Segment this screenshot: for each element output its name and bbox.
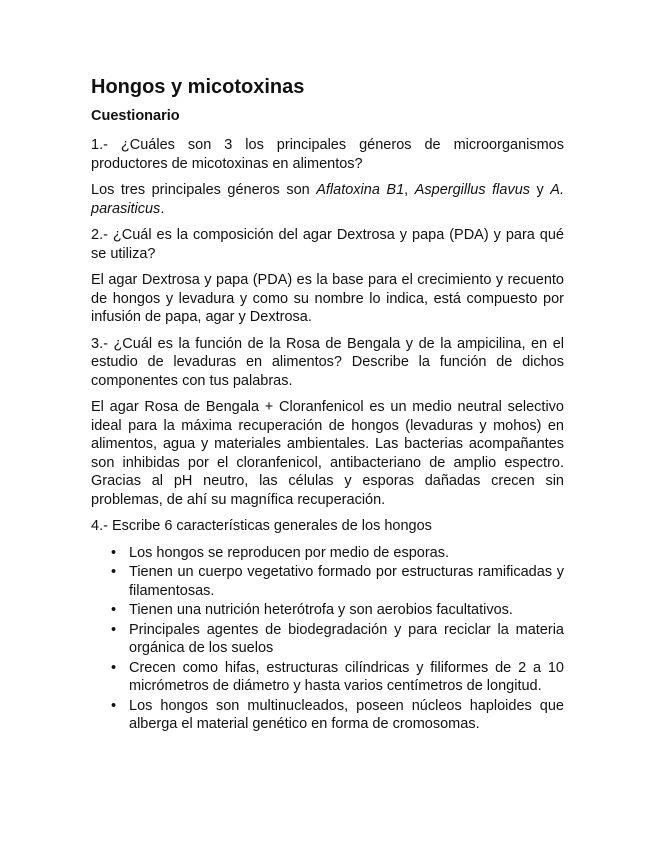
document-title: Hongos y micotoxinas — [91, 76, 305, 98]
bullet-icon: • — [111, 621, 117, 638]
answer-1-prefix: Los tres principales géneros son — [91, 182, 317, 198]
answer-1-term-1: Aflatoxina B1 — [316, 182, 405, 198]
list-item-text: Los hongos son multinucleados, poseen núcleos haploides que alberga el material genético en forma de cromosomas. — [129, 697, 564, 732]
list-item-text: Tienen una nutrición heterótrofa y son aerobios facultativos. — [129, 602, 513, 618]
list-item-text: Crecen como hifas, estructuras cilíndricas y filiformes de 2 a 10 micrómetros de diámetro y hasta varios centímetros de longitud. — [129, 659, 564, 694]
question-3: 3.- ¿Cuál es la función de la Rosa de Bengala y de la ampicilina, en el estudio de levaduras en alimentos? Describe la función de dichos componentes con tus palabras. — [91, 335, 564, 389]
list-item — [111, 659, 564, 696]
answer-3: El agar Rosa de Bengala + Cloranfenicol es un medio neutral selectivo ideal para la máxima recuperación de hongos (levaduras y mohos) en alimentos, agua y materiales ambientales. Las bacterias acompañantes son inhibidas por el cloranfenicol, antibacteriano de amplio espectro. Gracias al pH neutro, las células y esporas dañadas crecen sin problemas, de ahí su magnífica recuperación. — [91, 399, 564, 508]
question-1: 1.- ¿Cuáles son 3 los principales géneros de microorganismos productores de micotoxinas en alimentos? — [91, 137, 564, 172]
answer-1-end: . — [160, 200, 165, 217]
document-page — [91, 74, 564, 735]
bullet-icon: • — [111, 697, 117, 714]
bullet-icon: • — [111, 659, 117, 676]
question-2: 2.- ¿Cuál es la composición del agar Dextrosa y papa (PDA) y para qué se utiliza? — [91, 227, 564, 262]
characteristics-list — [91, 544, 564, 734]
list-item — [111, 544, 564, 563]
list-item — [111, 563, 564, 600]
answer-1-sep-1: , — [404, 182, 415, 198]
answer-1 — [91, 181, 564, 218]
answer-2: El agar Dextrosa y papa (PDA) es la base para el crecimiento y recuento de hongos y levadura y como su nombre lo indica, está compuesto por infusión de papa, agar y Dextrosa. — [91, 272, 564, 325]
answer-1-term-2: Aspergillus flavus — [414, 182, 531, 198]
list-item — [111, 697, 564, 734]
bullet-icon: • — [111, 564, 117, 580]
list-item — [111, 621, 564, 658]
question-4: 4.- Escribe 6 características generales de los hongos — [91, 518, 432, 534]
list-item — [111, 601, 564, 620]
list-item-text: Principales agentes de biodegradación y para reciclar la materia orgánica de los suelos — [129, 621, 564, 656]
answer-1-sep-2: y — [530, 182, 551, 198]
answer-1-term-3: A. parasiticus — [91, 182, 564, 217]
list-item-text: Los hongos se reproducen por medio de esporas. — [129, 544, 450, 561]
section-subtitle: Cuestionario — [91, 108, 180, 124]
bullet-icon: • — [111, 544, 117, 561]
bullet-icon: • — [111, 602, 117, 618]
list-item-text: Tienen un cuerpo vegetativo formado por estructuras ramificadas y filamentosas. — [129, 564, 564, 599]
